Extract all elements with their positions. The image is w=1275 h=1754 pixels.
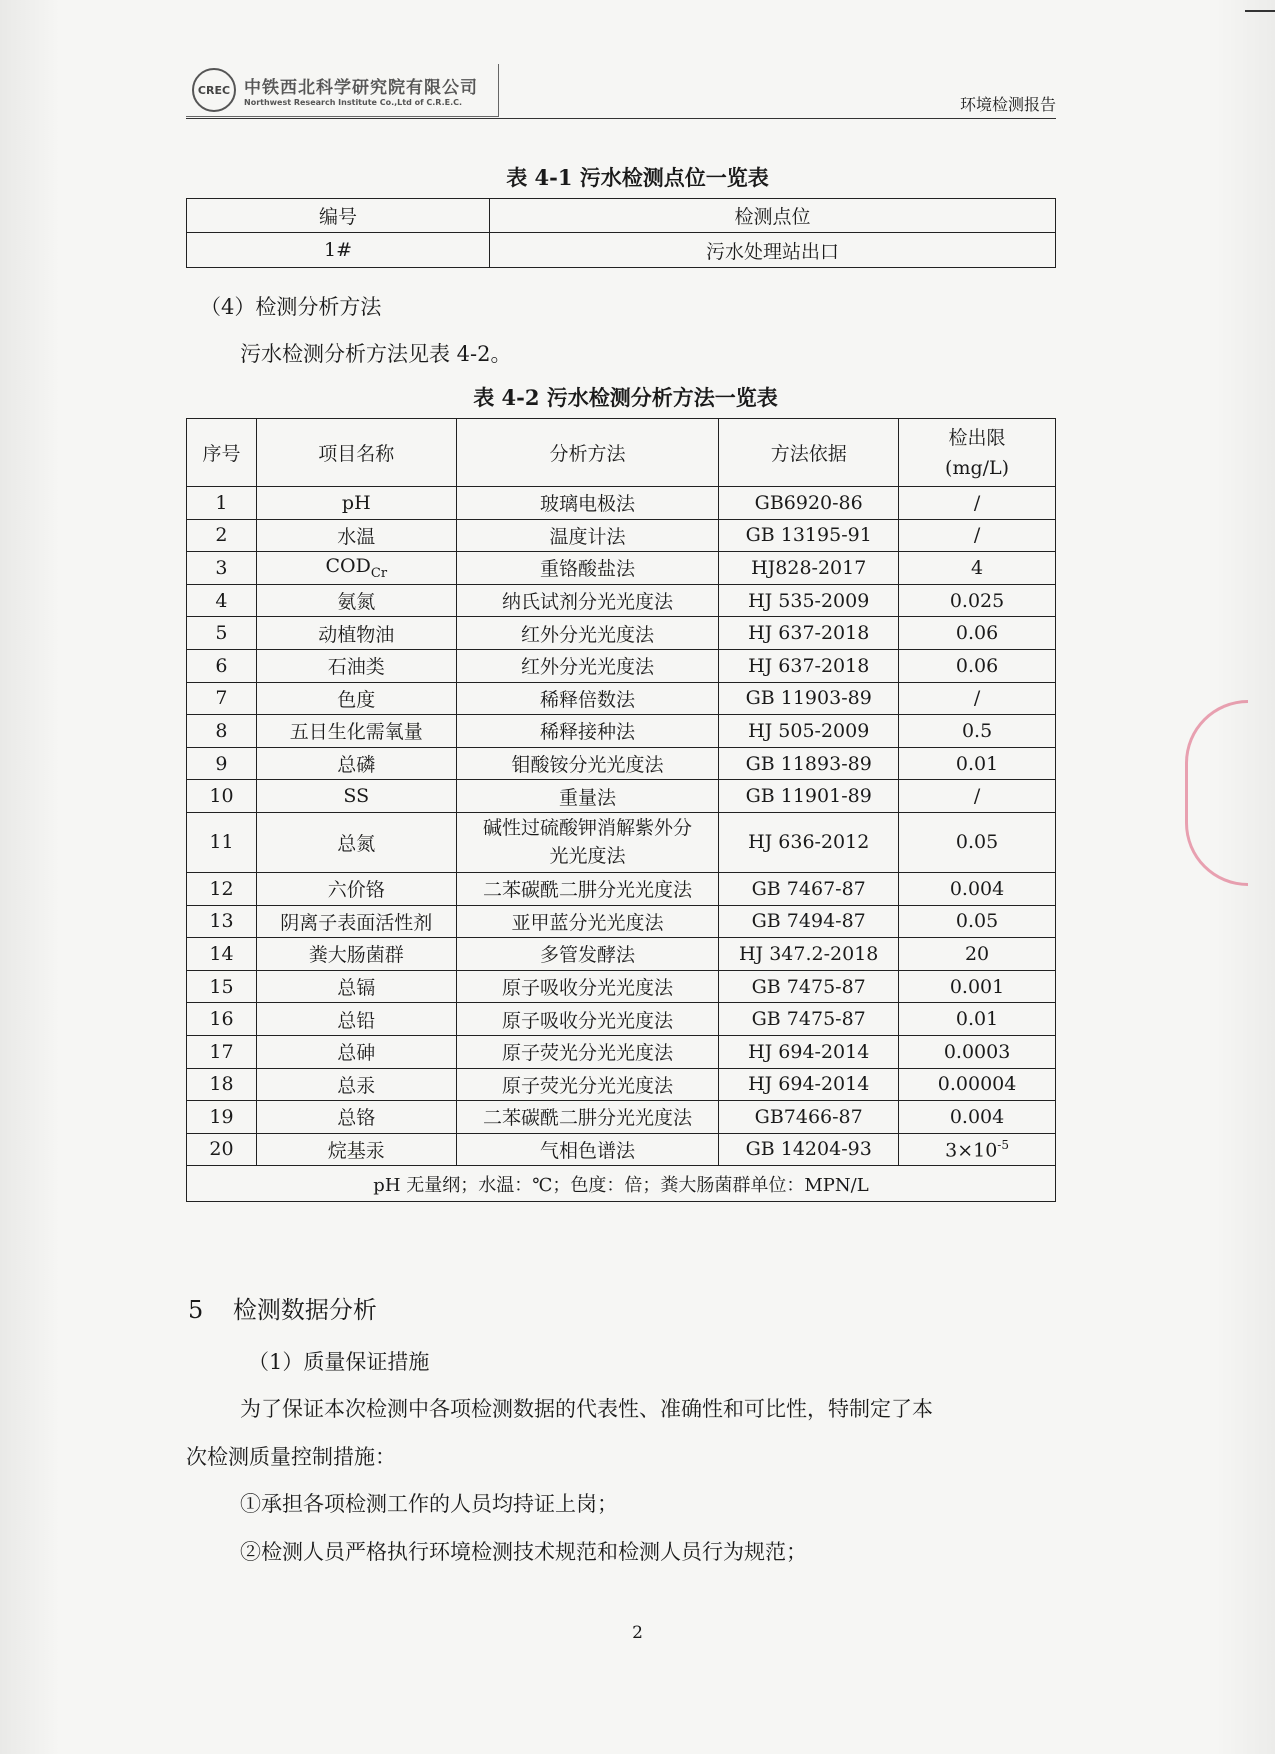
table42-cell: 0.004 [899,872,1056,905]
table42-cell: HJ 535-2009 [719,584,899,617]
table-row [187,233,1056,268]
table42-cell: / [899,682,1056,715]
table42-cell: 碱性过硫酸钾消解紫外分光光度法 [456,812,719,872]
table42-cell: / [899,487,1056,520]
table-row [187,1101,1056,1134]
table42-cell: GB 7475-87 [719,970,899,1003]
table42-cell: HJ828-2017 [719,552,899,585]
table42-cell: 3 [187,552,257,585]
table42-cell: GB 7475-87 [719,1003,899,1036]
table42-cell: pH [256,487,456,520]
table42-cell: 重量法 [456,780,719,813]
table42-cell: 亚甲蓝分光光度法 [456,905,719,938]
table-row [187,584,1056,617]
table-row [187,1035,1056,1068]
section-5-item1: ①承担各项检测工作的人员均持证上岗； [240,1492,618,1516]
page-number: 2 [632,1623,643,1643]
table42-cell: / [899,780,1056,813]
table42-cell: 总汞 [256,1068,456,1101]
table-row [187,780,1056,813]
company-name-en: Northwest Research Institute Co.,Ltd of C.R.E.C. [244,98,463,107]
table42-cell: SS [256,780,456,813]
table-row [187,1133,1056,1166]
table42-cell: 1 [187,487,257,520]
table42-cell: HJ 694-2014 [719,1068,899,1101]
table-row [187,715,1056,748]
table-row [187,487,1056,520]
table-row [187,938,1056,971]
table42-cell: 16 [187,1003,257,1036]
table42-cell: 原子吸收分光光度法 [456,1003,719,1036]
table42-cell: 6 [187,649,257,682]
table-row [187,812,1056,872]
section-5-title: 检测数据分析 [232,1296,377,1324]
table42-cell: 温度计法 [456,519,719,552]
table-row [187,649,1056,682]
table42-cell: 石油类 [256,649,456,682]
company-logo [186,64,499,117]
table42-cell: 重铬酸盐法 [456,552,719,585]
table42-cell: 0.001 [899,970,1056,1003]
table42-cell: GB7466-87 [719,1101,899,1134]
table42-cell: 9 [187,747,257,780]
table-row [187,1068,1056,1101]
table42-cell: GB 11901-89 [719,780,899,813]
table42-header-basis: 方法依据 [719,419,899,487]
table42-cell: 红外分光光度法 [456,617,719,650]
table41-header-id: 编号 [187,199,490,233]
table42-cell: 0.004 [899,1101,1056,1134]
table42-cell: 14 [187,938,257,971]
table42-cell: 20 [187,1133,257,1166]
table42-cell: 五日生化需氧量 [256,715,456,748]
table42-header-item: 项目名称 [256,419,456,487]
table42-cell: 六价铬 [256,872,456,905]
table42-cell: HJ 636-2012 [719,812,899,872]
table42-cell: 水温 [256,519,456,552]
section-4-4-heading: （4）检测分析方法 [200,295,382,319]
table42-cell: 烷基汞 [256,1133,456,1166]
cod-subscript: Cr [370,565,388,581]
table-row [187,519,1056,552]
table42-cell: 19 [187,1101,257,1134]
table42 [186,418,1056,1202]
table42-header-limit [899,419,1056,487]
report-title: 环境检测报告 [959,95,1056,114]
table42-cell: 氨氮 [256,584,456,617]
table42-cell: 0.06 [899,617,1056,650]
table-row [187,747,1056,780]
table42-cell: 原子荧光分光光度法 [456,1035,719,1068]
table42-cell: 稀释接种法 [456,715,719,748]
table42-cell: 气相色谱法 [456,1133,719,1166]
table42-cell: 多管发酵法 [456,938,719,971]
section-5-para-line1: 为了保证本次检测中各项检测数据的代表性、准确性和可比性，特制定了本 [240,1397,933,1421]
section-5-number: 5 [188,1296,204,1324]
table-row [187,1003,1056,1036]
table42-note: pH 无量纲；水温：℃；色度：倍；粪大肠菌群单位：MPN/L [187,1166,1056,1202]
table42-cell: GB 7494-87 [719,905,899,938]
table42-cell: 二苯碳酰二肼分光光度法 [456,1101,719,1134]
table42-cell: 8 [187,715,257,748]
table42-cell: 色度 [256,682,456,715]
table42-cell: 总氮 [256,812,456,872]
table42-cell: 0.01 [899,1003,1056,1036]
logo-emblem-icon: CREC [192,68,236,112]
table42-cell: 红外分光光度法 [456,649,719,682]
table42-cell: 20 [899,938,1056,971]
table42-cell: 7 [187,682,257,715]
company-name-cn: 中铁西北科学研究院有限公司 [244,78,478,98]
table42-cell: 10 [187,780,257,813]
table42-cell: 0.01 [899,747,1056,780]
table41-cell: 1# [187,233,490,268]
table42-cell: HJ 637-2018 [719,617,899,650]
table-row [187,905,1056,938]
table42-cell: 玻璃电极法 [456,487,719,520]
table42-cell: GB 14204-93 [719,1133,899,1166]
table42-cell: / [899,519,1056,552]
table42-cell: 阴离子表面活性剂 [256,905,456,938]
table42-cell: 原子荧光分光光度法 [456,1068,719,1101]
table42-cell: 稀释倍数法 [456,682,719,715]
table-row [187,682,1056,715]
table42-cell: 总铬 [256,1101,456,1134]
table42-cell: 总镉 [256,970,456,1003]
table42-cell: HJ 694-2014 [719,1035,899,1068]
exponent-superscript: -5 [997,1137,1009,1152]
table42-cell: 纳氏试剂分光光度法 [456,584,719,617]
table42-header-method: 分析方法 [456,419,719,487]
section-4-4-text: 污水检测分析方法见表 4-2。 [240,342,512,366]
table42-cell: HJ 505-2009 [719,715,899,748]
table42-cell: HJ 347.2-2018 [719,938,899,971]
table42-cell: 0.05 [899,812,1056,872]
table-row [187,970,1056,1003]
table42-cell: 总砷 [256,1035,456,1068]
table42-cell: HJ 637-2018 [719,649,899,682]
table42-cell: 原子吸收分光光度法 [456,970,719,1003]
page-header [186,64,1056,120]
table42-cell: GB 11903-89 [719,682,899,715]
table42-cell: 0.05 [899,905,1056,938]
table42-cell: 15 [187,970,257,1003]
table42-cell: GB 13195-91 [719,519,899,552]
table42-cell: $COD_{Cr}$ [256,552,456,585]
table42-cell: 0.0003 [899,1035,1056,1068]
table42-cell: GB 11893-89 [719,747,899,780]
table42-cell: GB6920-86 [719,487,899,520]
table41-header-location: 检测点位 [490,199,1056,233]
corner-mark [1245,10,1275,12]
table42-header-no: 序号 [187,419,257,487]
table41-caption: 表 4-1 污水检测点位一览表 [506,165,769,190]
table-row [187,872,1056,905]
table42-cell: 2 [187,519,257,552]
section-5-sub: （1）质量保证措施 [248,1350,430,1374]
table42-cell: 12 [187,872,257,905]
table42-cell: 18 [187,1068,257,1101]
table42-cell: 动植物油 [256,617,456,650]
table42-cell: GB 7467-87 [719,872,899,905]
table42-cell: 17 [187,1035,257,1068]
section-5-item2: ②检测人员严格执行环境检测技术规范和检测人员行为规范； [240,1540,807,1564]
table42-cell: 4 [187,584,257,617]
table-row [187,552,1056,585]
table42-cell: 4 [899,552,1056,585]
table42-caption: 表 4-2 污水检测分析方法一览表 [473,385,778,410]
table41 [186,198,1056,268]
table42-cell: 总铅 [256,1003,456,1036]
table42-cell: 0.025 [899,584,1056,617]
table42-cell: 二苯碳酰二肼分光光度法 [456,872,719,905]
table41-cell: 污水处理站出口 [490,233,1056,268]
table42-cell: 13 [187,905,257,938]
section-5-heading [188,1290,377,1325]
table42-cell: 11 [187,812,257,872]
table42-header-limit-unit: (mg/L) [945,456,1010,479]
section-5-para-line2: 次检测质量控制措施： [186,1445,396,1469]
table42-cell: $3\times 10^{-5}$ [899,1133,1056,1166]
table42-cell: 0.06 [899,649,1056,682]
table42-header-limit-label: 检出限 [948,426,1006,449]
table42-cell: 0.5 [899,715,1056,748]
header-rule [186,118,1056,119]
table42-cell: 5 [187,617,257,650]
table-row [187,617,1056,650]
table42-cell: 0.00004 [899,1068,1056,1101]
table42-cell: 钼酸铵分光光度法 [456,747,719,780]
table42-cell: 粪大肠菌群 [256,938,456,971]
table42-cell: 总磷 [256,747,456,780]
